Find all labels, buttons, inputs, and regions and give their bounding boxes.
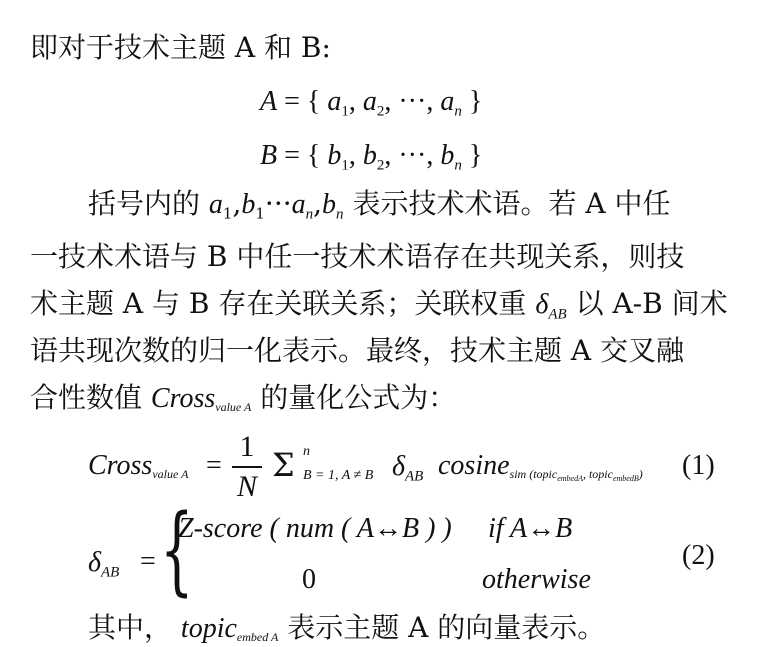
paragraph-line-5 — [30, 381, 457, 415]
eq1-sum-symbol: Σ — [272, 446, 295, 484]
math-cross: Cross — [150, 383, 216, 414]
set-b-term: b — [362, 140, 377, 171]
eq2-case-1: Z-score ( num ( A↔B ) ) — [178, 513, 452, 544]
eq2-delta-symbol: δ — [88, 547, 102, 578]
set-b-sub: 1 — [341, 157, 349, 174]
math-a1: a — [208, 189, 223, 220]
eq1-cos-sub: embedA — [557, 473, 583, 483]
eq1-equals: = — [206, 450, 222, 481]
set-a-eq: = { — [284, 86, 321, 117]
math-sub: n — [305, 206, 314, 223]
eq1-cosine-text: cosine — [438, 450, 510, 481]
eq2-delta-sub: AB — [101, 564, 120, 581]
set-a-sub: 2 — [376, 103, 385, 120]
eq1-delta-symbol: δ — [392, 451, 406, 482]
eq1-cos-sub: sim (topic — [509, 467, 558, 482]
math-bn: b — [322, 189, 337, 220]
intro-text: 即对于技术主题 A 和 B: — [30, 31, 331, 64]
para-text: 括号内的 — [88, 187, 201, 220]
eq1-sum-top: n — [303, 444, 310, 459]
paragraph-line-3 — [30, 287, 728, 323]
eq1-denominator: N — [236, 470, 257, 503]
eq1-delta — [392, 451, 424, 485]
math-dots: ··· — [264, 187, 292, 220]
closing-topic-sub: embed A — [236, 630, 279, 645]
eq1-lhs — [88, 452, 188, 480]
eq1-fraction-bar — [232, 466, 262, 468]
closing-text: 表示主题 A 的向量表示。 — [287, 611, 606, 644]
set-a-sub: n — [454, 103, 462, 120]
math-b1: b — [241, 189, 256, 220]
paragraph-line-2: 一技术术语与 B 中任一技术术语存在共现关系，则技 — [30, 240, 685, 273]
eq2-brace: { — [160, 494, 194, 606]
eq1-lhs-sub: value A — [152, 467, 189, 482]
eq2-cond-2: otherwise — [482, 564, 591, 595]
set-a-term: a — [327, 86, 342, 117]
math-sub: value A — [215, 400, 252, 415]
set-a-term: a — [440, 86, 455, 117]
eq1-cos-sub: , topic — [582, 467, 613, 482]
closing-text: 其中， — [88, 611, 173, 644]
para-text: 合性数值 — [30, 381, 143, 414]
set-a-sub: 1 — [341, 103, 349, 120]
para-text: 以 A-B 间术 — [575, 287, 728, 320]
set-b-sub: 2 — [376, 157, 385, 174]
eq1-cos-sub: ) — [638, 467, 643, 482]
eq1-sum-bottom: B = 1, A ≠ B — [303, 468, 374, 483]
eq1-cosine — [438, 450, 643, 483]
para-text: 术主题 A 与 B 存在关联关系；关联权重 — [30, 287, 527, 320]
set-a-equation: A = { $a_1$, $a_2$, ···, $a_n$ } — [260, 86, 483, 120]
set-b-lhs: B — [260, 140, 278, 171]
math-delta: δ — [535, 289, 549, 320]
math-sub: 1 — [255, 204, 265, 223]
set-b-term: b — [327, 140, 342, 171]
para-text: 的量化公式为： — [260, 381, 457, 414]
math-sub: n — [336, 206, 344, 223]
set-b-close: } — [468, 140, 483, 171]
set-b-ellipsis: ··· — [398, 140, 427, 171]
set-a-ellipsis: ··· — [398, 86, 427, 117]
closing-topic: topic — [180, 613, 237, 644]
eq1-fraction — [232, 432, 262, 502]
eq2-number: (2) — [682, 540, 715, 571]
set-b-sub: n — [454, 157, 462, 174]
eq1-cross: Cross — [88, 450, 153, 481]
para-text: 表示技术术语。若 A 中任 — [352, 187, 671, 220]
paragraph-line-4: 语共现次数的归一化表示。最终，技术主题 A 交叉融 — [30, 334, 685, 367]
math-sub: 1 — [222, 204, 233, 223]
set-a-term: a — [362, 86, 377, 117]
math-sub: AB — [548, 306, 567, 323]
set-b-eq: = { — [284, 140, 321, 171]
set-b-equation: B = { $b_1$, $b_2$, ···, $b_n$ } — [260, 140, 483, 174]
eq1-cos-sub: embedB — [612, 473, 639, 483]
eq1-number: (1) — [682, 450, 715, 481]
set-a-lhs: A — [260, 86, 278, 117]
set-b-term: b — [440, 140, 455, 171]
paragraph-line-1: 括号内的 $a_1,b_1\cdot\cdot\cdot a_n,b_n$ 表示技术术语。若 A 中任 — [88, 187, 671, 223]
eq1-delta-sub: AB — [405, 468, 424, 485]
math-an: a — [291, 189, 306, 220]
eq2-cond-1: if A↔B — [488, 513, 573, 544]
eq2-case-2: 0 — [302, 564, 316, 595]
closing-line — [88, 611, 606, 645]
eq2-lhs — [88, 547, 120, 581]
set-a-close: } — [468, 86, 483, 117]
eq2-equals: = — [140, 546, 156, 577]
eq1-numerator: 1 — [239, 430, 255, 463]
